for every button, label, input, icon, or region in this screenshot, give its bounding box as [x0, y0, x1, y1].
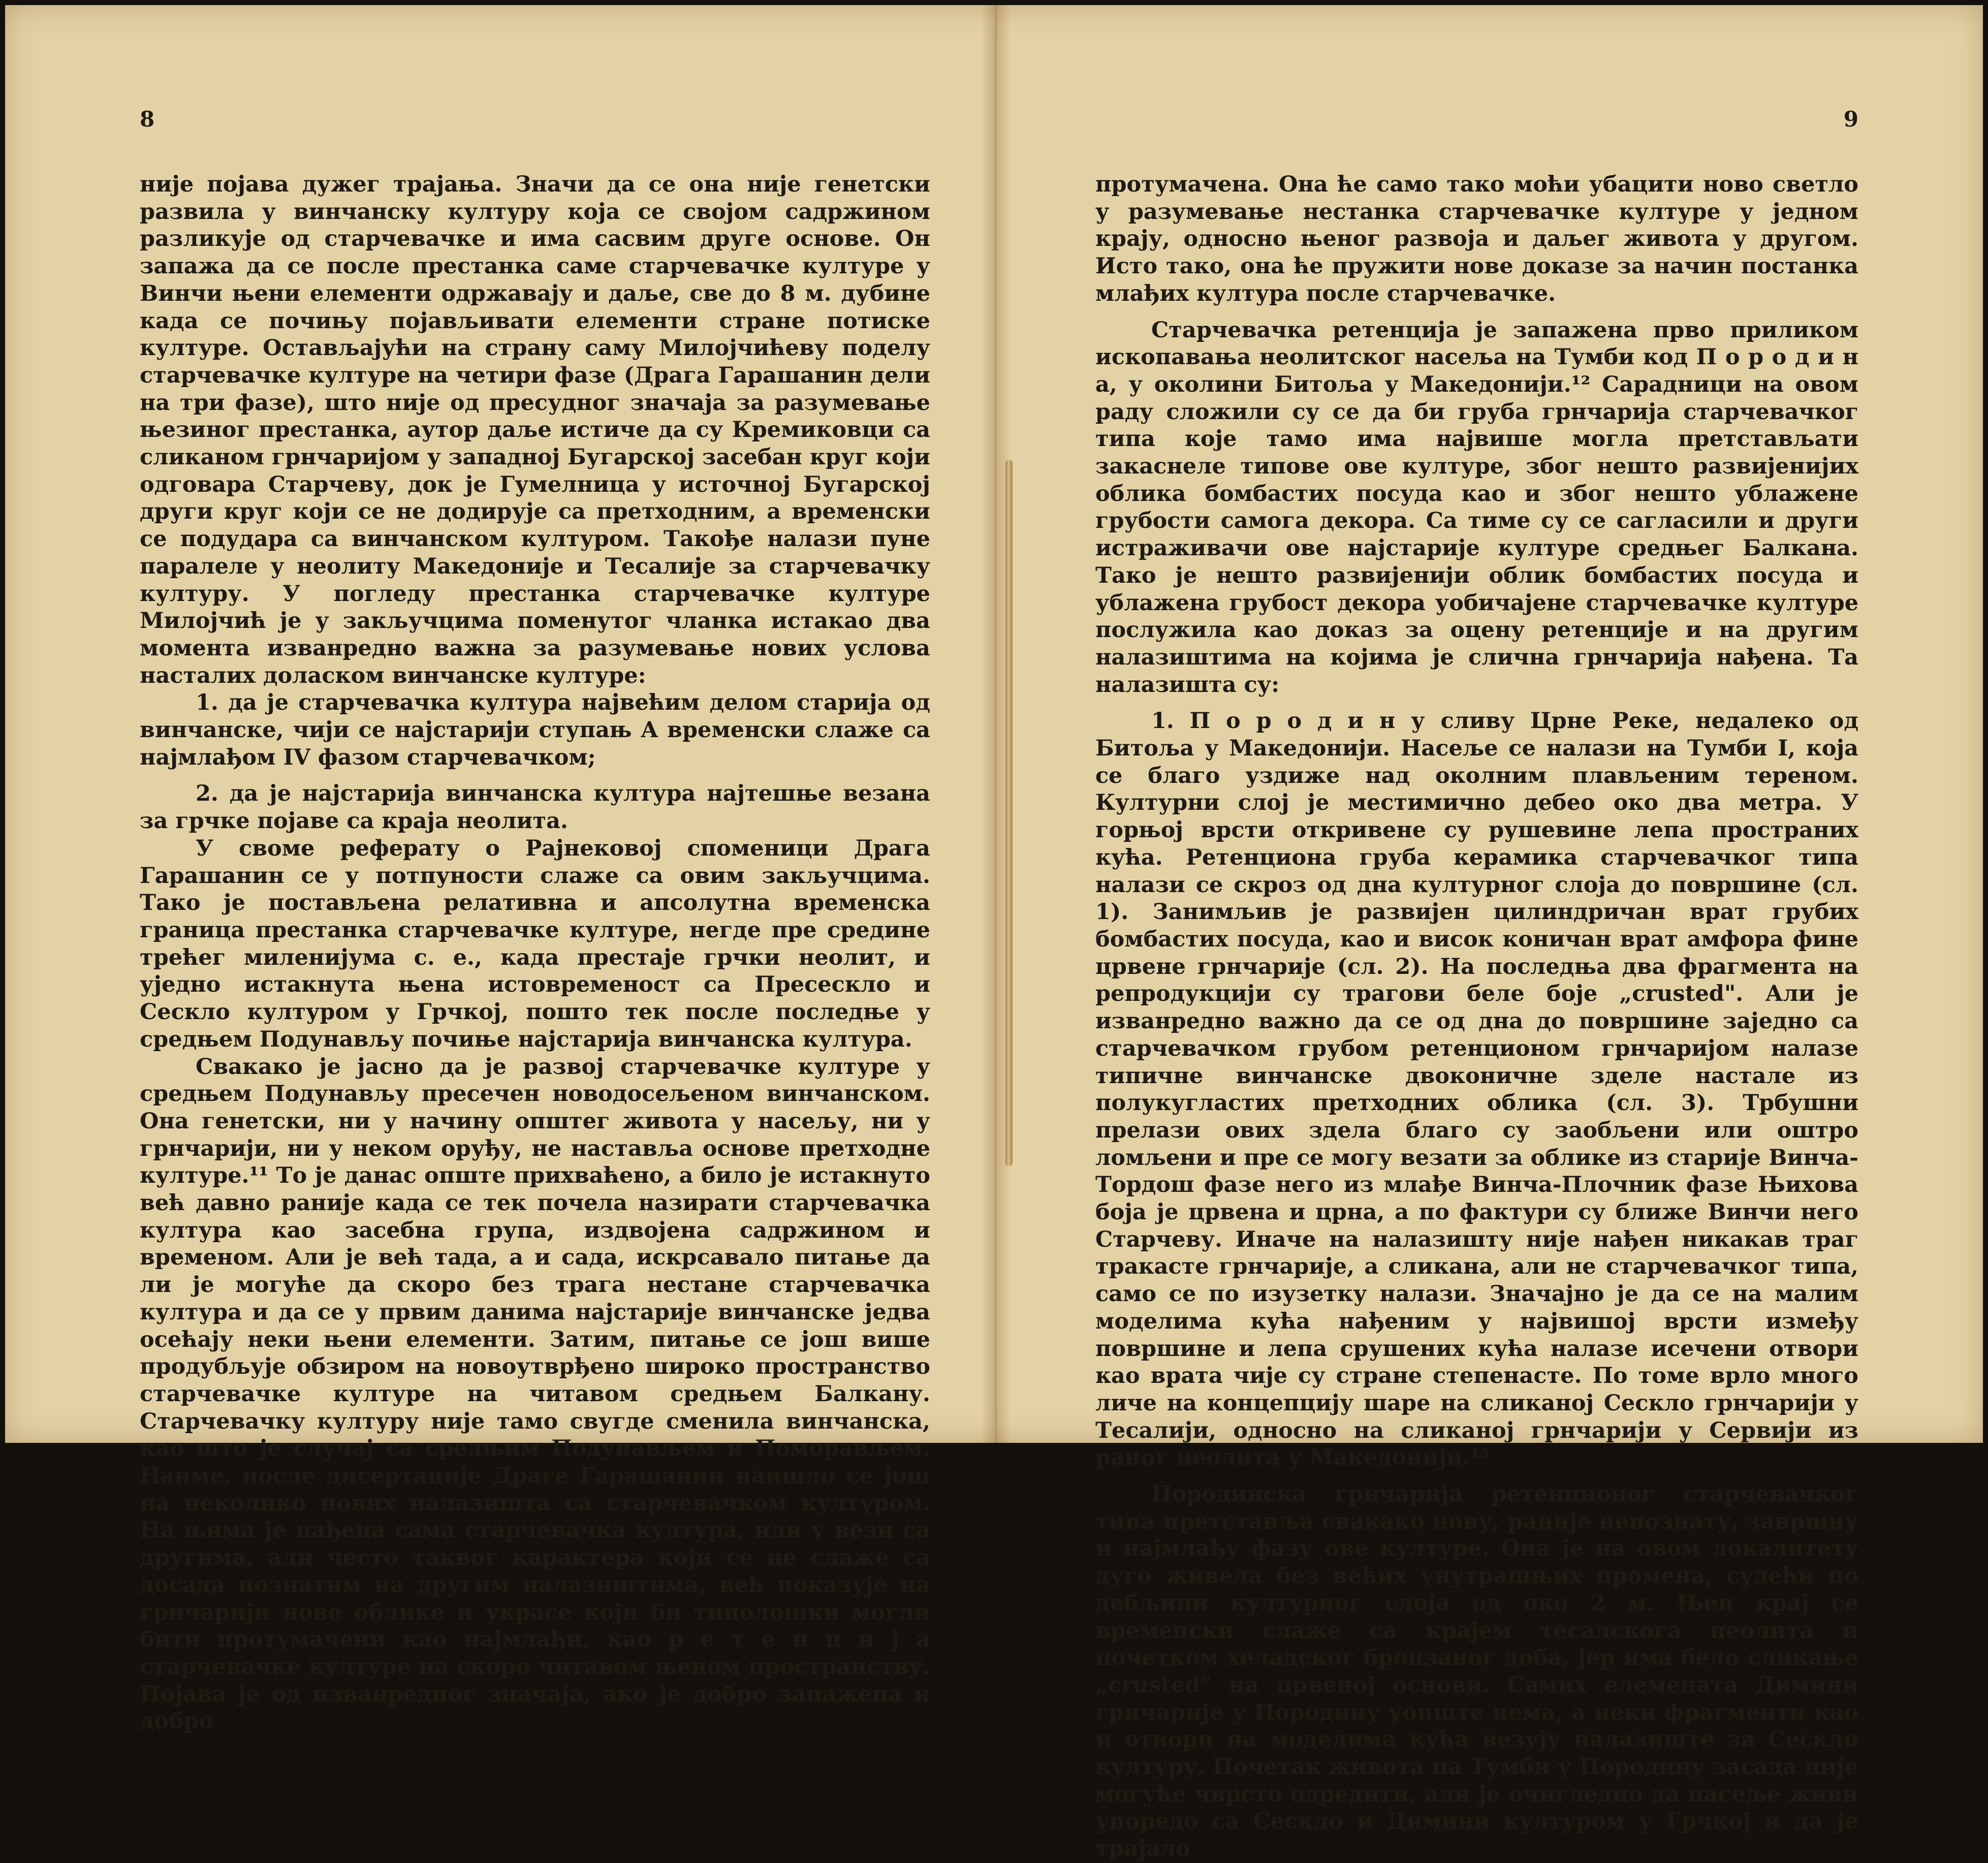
binding-thread [1005, 460, 1013, 1166]
paragraph: Породинска грнчарија ретенционог старчевачког типа претставља свакако нову, раније непознату, завршну и најмлађу фазу ове културе. Она је на овом локалитету дуго живела без већих унутрашњих промена, судећи по дебљини културног слоја од око 2 м. Њен крај се временски слаже са крајем тесалскога неолита и почетком хеладског бронзаног доба, јер има бело сликање „crusted" на црвеној основи. Самих елемената Димини грнчарије у Породину уопште нема, а неки фрагменти као и отвори на моделима кућа везују налазиште за Сескло културу. Почетак живота на Тумби у Породину засада није могуће чврсто одредити, али је очигледно да насеље живи упоредо са Сескло и Димини културом у Грчкој и да је трајало [1095, 1481, 1858, 1862]
paragraph: Свакако је јасно да је развој старчевачке културе у средњем Подунављу пресечен новодосељеном винчанском. Она генетски, ни у начину општег живота у насељу, ни у грнчарији, ни у неком оруђу, не наставља основе претходне културе.¹¹ То је данас опште прихваћено, а било је истакнуто већ давно раније када се тек почела назирати старчевачка култура као засебна група, издвојена садржином и временом. Али је већ тада, а и сада, искрсавало питање да ли је могуће да скоро без трага нестане старчевачка култура и да се у првим данима најстарије винчанске једва осећају неки њени елементи. Затим, питање се још више продубљује обзиром на новоутврђено широко пространство старчевачке културе на читавом средњем Балкану. Старчевачку културу није тамо свугде сменила винчанска, као што је случај са средњим Подунављем и Поморављем. Наиме, после дисертације Драге Гарашанин наишло се још на неколико нових налазишта са старчевачком културом. На њима је нађена сама старчевачка култура, или у вези са другима, али често таквог карактера који се не слаже са досада познатим на другим налазиштима, већ показује на грнчарији нове облике и украсе који би типолошки могли бити протумачени као најмлађи, као р е т е н ц и ј а старчевачке културе на скоро читавом њеном пространству. Појава је од изванредног значаја, ако је добро запажена и добро [140, 1054, 930, 1734]
page-number: 8 [140, 107, 155, 132]
book-spread [5, 5, 1983, 1862]
paragraph: У своме реферату о Рајнековој споменици Драга Гарашанин се у потпуности слаже са овим закључцима. Тако је постављена релативна и апсолутна временска граница престанка старчевачке културе, негде пре средине трећег миленијума с. е., када престаје грчки неолит, и уједно истакнута њена истовременост са Пресескло и Сескло културом у Грчкој, пошто тек после последње у средњем Подунављу почиње најстарија винчанска култура. [140, 835, 930, 1052]
page-text [1095, 171, 1858, 1863]
paragraph: Старчевачка ретенција је запажена прво приликом ископавања неолитског насеља на Тумби код П о р о д и н а, у околини Битоља у Македонији.¹² Сарадници на овом раду сложили су се да би груба грнчарија старчевачког типа које тамо има највише могла претстављати закаснеле типове ове културе, због нешто развијенијих облика бомбастих посуда као и због нешто ублажене грубости самога декора. Са тиме су се сагласили и други истраживачи ове најстарије културе средњег Балкана. Тако је нешто развијенији облик бомбастих посуда и ублажена грубост декора уобичајене старчевачке културе послужила као доказ за оцену ретенције и на другим налазиштима на којима је слична грнчарија нађена. Та налазишта су: [1095, 317, 1858, 698]
list-item: 1. да је старчевачка култура највећим делом старија од винчанске, чији се најстарији ступањ A временски слаже са најмлађом IV фазом старчевачком; [140, 690, 930, 770]
page-number: 9 [1843, 107, 1858, 132]
right-page [994, 5, 1983, 1862]
paragraph: није појава дужег трајања. Значи да се она није генетски развила у винчанску културу која се својом садржином разликује од старчевачке и има сасвим друге основе. Он запажа да се после престанка саме старчевачке културе у Винчи њени елементи одржавају и даље, све до 8 м. дубине када се почињу појављивати елементи стране потиске културе. Остављајући на страну саму Милојчићеву поделу старчевачке културе на четири фазе (Драга Гарашанин дели на три фазе), што није од пресудног значаја за разумевање њезиног престанка, аутор даље истиче да су Кремиковци са сликаном грнчаријом у западној Бугарској засебан круг који одговара Старчеву, док је Гумелница у источној Бугарској други круг који се не додирује са претходним, а временски се подудара са винчанском културом. Такође налази пуне паралеле у неолиту Македоније и Тесалије за старчевачку културу. У погледу престанка старчевачке културе Милојчић је у закључцима поменутог чланка истакао два момента изванредно важна за разумевање нових услова насталих доласком винчанске културе: [140, 172, 930, 688]
list-item: 2. да је најстарија винчанска култура најтешње везана за грчке појаве са краја неолита. [140, 781, 930, 834]
left-page [5, 5, 994, 1734]
page-text [140, 171, 930, 1735]
list-item: 1. П о р о д и н у сливу Црне Реке, недалеко од Битоља у Македонији. Насеље се налази на Тумби I, која се благо уздиже над околним плављеним тереном. Културни слој је местимично дебео око два метра. У горњој врсти откривене су рушевине лепа пространих кућа. Ретенциона груба керамика старчевачког типа налази се скроз од дна културног слоја до површине (сл. 1). Занимљив је развијен цилиндричан врат грубих бомбастих посуда, као и висок коничан врат амфора фине црвене грнчарије (сл. 2). На последња два фрагмента на репродукцији су трагови беле боје „crusted". Али је изванредно важно да се од дна до површине заједно са старчевачком грубом ретенционом грнчаријом налазе типичне винчанске двоконичне зделе настале из полукугластих претходних облика (сл. 3). Трбушни прелази ових здела благо су заобљени или оштро ломљени и пре се могу везати за облике из старије Винча-Тордош фазе него из млађе Винча-Плочник фазе Њихова боја је црвена и црна, а по фактури су ближе Винчи него Старчеву. Иначе на налазишту није нађен никакав траг тракасте грнчарије, а сликана, али не старчевачког типа, само се по изузетку налази. Значајно је да се на малим моделима кућа нађеним у највишој врсти између површине и лепа срушених кућа налазе исечени отвори као врата чије су стране степенасте. По томе врло много личе на концепцију шаре на сликаној Сескло грнчарији у Тесалији, односно на сликаној грнчарији у Сервији из раног неолита у Македонији.¹³ [1095, 708, 1858, 1471]
paragraph: протумачена. Она ће само тако моћи убацити ново светло у разумевање нестанка старчевачке културе у једном крају, односно њеног развоја и даљег живота у другом. Исто тако, она ће пружити нове доказе за начин постанка млађих култура после старчевачке. [1095, 172, 1858, 306]
